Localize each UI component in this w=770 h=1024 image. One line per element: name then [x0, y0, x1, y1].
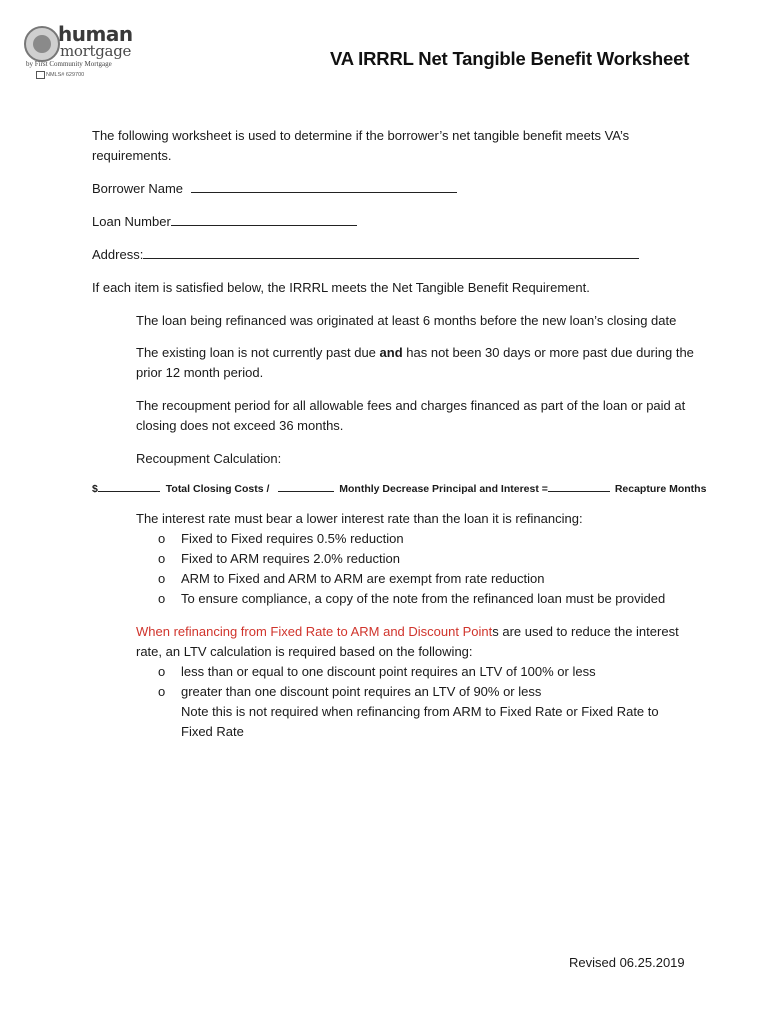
discount-line-2: rate, an LTV calculation is required based on the following:: [136, 644, 473, 659]
monthly-decrease-field[interactable]: [278, 482, 334, 492]
discount-note-line-1: Note this is not required when refinancing from ARM to Fixed Rate or Fixed Rate to: [181, 704, 659, 719]
requirement-item-1: The loan being refinanced was originated at least 6 months before the new loan’s closing date: [136, 313, 677, 328]
requirement-item-2: [136, 343, 694, 363]
list-item: [158, 549, 400, 569]
loan-number-field[interactable]: [171, 213, 357, 226]
bullet-icon: o: [158, 664, 166, 679]
list-item-text: To ensure compliance, a copy of the note from the refinanced loan must be provided: [181, 591, 666, 606]
dollar-sign: $: [92, 483, 98, 495]
borrower-name-field[interactable]: [191, 180, 457, 193]
recoupment-formula: [92, 482, 706, 495]
bullet-icon: o: [158, 551, 166, 566]
recapture-months-field[interactable]: [548, 482, 610, 492]
total-closing-costs-label: Total Closing Costs /: [165, 483, 270, 495]
closing-costs-field[interactable]: [98, 482, 160, 492]
list-item-text: less than or equal to one discount point requires an LTV of 100% or less: [181, 664, 596, 679]
interest-rate-intro: The interest rate must bear a lower interest rate than the loan it is refinancing:: [136, 511, 583, 526]
satisfied-statement: If each item is satisfied below, the IRRRL meets the Net Tangible Benefit Requirement.: [92, 280, 590, 295]
seal-icon: [24, 26, 60, 62]
logo-byline: by First Community Mortgage: [26, 60, 112, 68]
loan-number-row: [92, 212, 357, 232]
equal-housing-icon: [36, 71, 45, 79]
borrower-name-label: Borrower Name: [92, 181, 184, 196]
requirement-item-3-line-1: The recoupment period for all allowable fees and charges financed as part of the loan or paid at: [136, 398, 686, 413]
discount-line-1: [136, 622, 679, 642]
monthly-decrease-label: Monthly Decrease Principal and Interest =: [339, 483, 548, 495]
address-field[interactable]: [143, 246, 639, 259]
list-item-text: greater than one discount point requires an LTV of 90% or less: [181, 684, 542, 699]
list-item: [158, 589, 665, 609]
list-item-text: Fixed to ARM requires 2.0% reduction: [181, 551, 400, 566]
discount-note-line-2: Fixed Rate: [181, 724, 244, 739]
bullet-icon: o: [158, 684, 166, 699]
address-label: Address:: [92, 247, 144, 262]
intro-line-1: The following worksheet is used to determine if the borrower’s net tangible benefit meets VA’s: [92, 128, 630, 143]
list-item: [158, 662, 596, 682]
borrower-name-row: [92, 179, 457, 199]
list-item-text: ARM to Fixed and ARM to ARM are exempt from rate reduction: [181, 571, 545, 586]
requirement-item-2-line-2: prior 12 month period.: [136, 365, 264, 380]
list-item: [158, 682, 541, 702]
loan-number-label: Loan Number: [92, 214, 171, 229]
bullet-icon: o: [158, 591, 166, 606]
logo-nmls: NMLS# 629700: [46, 72, 85, 78]
item2-bold-and: and: [379, 345, 403, 360]
discount-line-1-rest: s are used to reduce the interest: [492, 624, 679, 639]
page-title: VA IRRRL Net Tangible Benefit Worksheet: [330, 48, 690, 69]
bullet-icon: o: [158, 571, 166, 586]
company-logo: [22, 20, 133, 90]
revised-date: Revised 06.25.2019: [569, 955, 685, 970]
bullet-icon: o: [158, 531, 166, 546]
item2-text-end: has not been 30 days or more past due during the: [402, 345, 694, 360]
list-item: [158, 569, 544, 589]
intro-line-2: requirements.: [92, 148, 172, 163]
recoupment-heading: Recoupment Calculation:: [136, 451, 282, 466]
requirement-item-3-line-2: closing does not exceed 36 months.: [136, 418, 344, 433]
logo-brand-line2: mortgage: [60, 42, 132, 60]
item2-text-start: The existing loan is not currently past due: [136, 345, 380, 360]
logo-brand-line1: human: [58, 22, 133, 46]
discount-highlight: When refinancing from Fixed Rate to ARM and Discount Point: [136, 624, 493, 639]
recapture-months-label: Recapture Months: [614, 483, 707, 495]
list-item: [158, 529, 404, 549]
list-item-text: Fixed to Fixed requires 0.5% reduction: [181, 531, 404, 546]
address-row: [92, 245, 639, 265]
